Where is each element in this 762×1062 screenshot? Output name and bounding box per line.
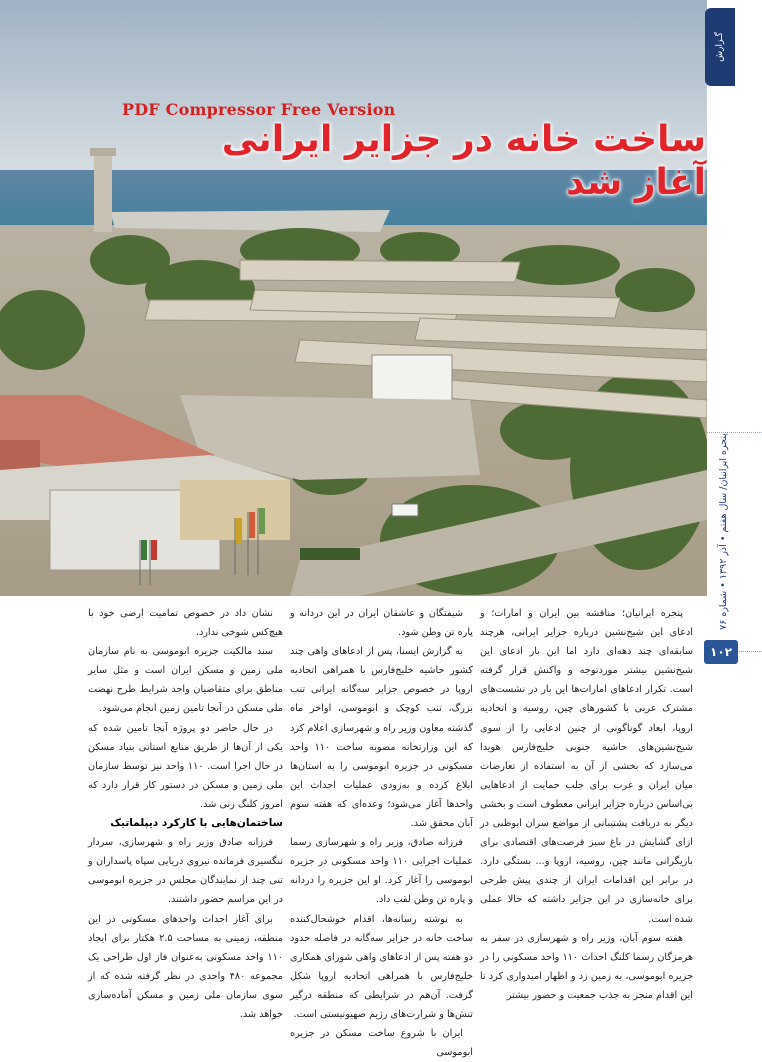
paragraph: نشان داد در خصوص تمامیت ارضی خود با هیچ‌کس شوخی ندارد. (88, 608, 283, 639)
section-tab (705, 8, 735, 86)
paragraph: سند مالکیت جزیره ابوموسی به نام سازمان ملی زمین و مسکن ایران است و مثل سایر مناطق برای متقاضیان واجد شرایط طرح نهضت ملی مسکن در آنجا تامین زمین انجام می‌شود. (88, 646, 283, 715)
watermark-text: PDF Compressor Free Version (122, 100, 396, 119)
paragraph: برای آغاز احداث واحدهای مسکونی در این منطقه، زمینی به مساحت ۲.۵ هکتار برای ایجاد ۱۱۰ واحد مسکونی به‌عنوان فاز اول طراحی یک مجموعه ۴۸۰ واحدی در نظر گرفته شده که از سوی سازمان ملی زمین و مسکن آماده‌سازی خواهد شد. (88, 913, 283, 1020)
column-left (88, 604, 283, 1024)
paragraph: به گزارش ایسنا، پس از ادعاهای واهی چند کشور حاشیه خلیج‌فارس با همراهی اتحادیه اروپا در خصوص جزایر سه‌گانه ایرانی تنب بزرگ، تنب کوچک و ابوموسی، اواخر ماه گذشته معاون وزیر راه و شهرسازی اعلام کرد که این وزارتخانه مصوبه ساخت ۱۱۰ واحد مسکونی در جزیره ابوموسی را به استان‌ها ابلاغ کرده و به‌زودی عملیات احداث این واحدها آغاز می‌شود؛ وعده‌ای که هفته سوم آبان محقق شد. (290, 646, 473, 830)
paragraph: پنجره ایرانیان؛ مناقشه بین ایران و امارات؛ و ادعای این شیخ‌نشین درباره جزایر ایرانی، هرچند سابقه‌ای چند دهه‌ای دارد اما این بار ادعای این شیخ‌نشین بیشتر موردتوجه و واکنش قرار گرفته است. تکرار ادعاهای امارات‌ها این بار در نشست‌های مشترک عربی با کشورهای چین، روسیه و اتحادیه اروپا، ابعاد گوناگونی از چنین ادعایی را از سوی شیخ‌نشین‌های حاشیه جنوبی خلیج‌فارس هویدا می‌سازد که بخشی از آن به استفاده از تعارضات میان ایران و غرب برای جلب حمایت از ادعاهایی بی‌اساس درباره جزایر ایرانی معطوف است و بخشی دیگر به دریافت پشتیبانی از مواضع سران ابوظبی در ازای گشایش در باغ سبز فرصت‌های اقتصادی برای بازیگرانی مانند چین، روسیه، اروپا و... بستگی دارد. در برابر این اقدامات ایران از چندی پیش طرحی برای خانه‌سازی در این جزایر داشته که حالا عملی شده است. (480, 608, 693, 925)
paragraph: فرزانه صادق، وزیر راه و شهرسازی رسما عملیات اجرایی ۱۱۰ واحد مسکونی در جزیره ابوموسی را آغاز کرد. او این جزیره را دردانه و پاره تن وطن لقب داد. (290, 837, 473, 906)
paragraph: در حال حاضر دو پروژه آنجا تامین شده که یکی از آن‌ها از طریق منابع استانی بنیاد مسکن در حال اجرا است. ۱۱۰ واحد نیز توسط سازمان ملی زمین و مسکن در دستور کار قرار دارد که امروز کلنگ زنی شد. (88, 722, 283, 810)
paragraph: به نوشته رسانه‌ها، اقدام خوشحال‌کننده ساخت خانه در جزایر سه‌گانه در فاصله حدود دو هفته پس از ادعاهای واهی شورای همکاری خلیج‌فارس با همراهی اتحادیه اروپا شکل گرفت. آن‌هم در شرایطی که منطقه درگیر تنش‌ها و شرارت‌های رژیم صهیونیستی است. (290, 913, 473, 1020)
paragraph: فرزانه صادق وزیر راه و شهرسازی، سردار تنگسیری فرمانده نیروی دریایی سپاه پاسداران و تنی چند از نمایندگان مجلس در جزیره ابوموسی در این مراسم حضور داشتند. (88, 837, 283, 906)
issue-info (714, 432, 732, 630)
paragraph: شیفتگان و عاشقان ایران در این دردانه و پاره تن وطن شود. (290, 608, 473, 639)
page-number: ۱۰۲ (704, 640, 738, 664)
section-label: گـزارش (715, 32, 725, 62)
headline: ساخت خانه در جزایر ایرانی آغاز شد (221, 119, 706, 204)
paragraph: ایران با شروع ساخت مسکن در جزیره ابوموسی (290, 1028, 473, 1059)
column-middle (290, 604, 473, 1062)
issue-line: پنجره ایرانیان/ سال هفتم • آذر ۱۳۹۲ • شماره ۷۶ (717, 432, 729, 630)
column-right (480, 604, 693, 1005)
subheading: ساختمان‌هایی با کارکرد دیپلماتیک (110, 817, 283, 830)
paragraph: هفته سوم آبان، وزیر راه و شهرسازی در سفر به هرمزگان رسما کلنگ احداث ۱۱۰ واحد مسکونی را در جزیره ابوموسی، به زمین زد و اظهار امیدواری کرد تا این اقدام منجر به جذب جمعیت و حضور بیشتر (480, 932, 693, 1001)
